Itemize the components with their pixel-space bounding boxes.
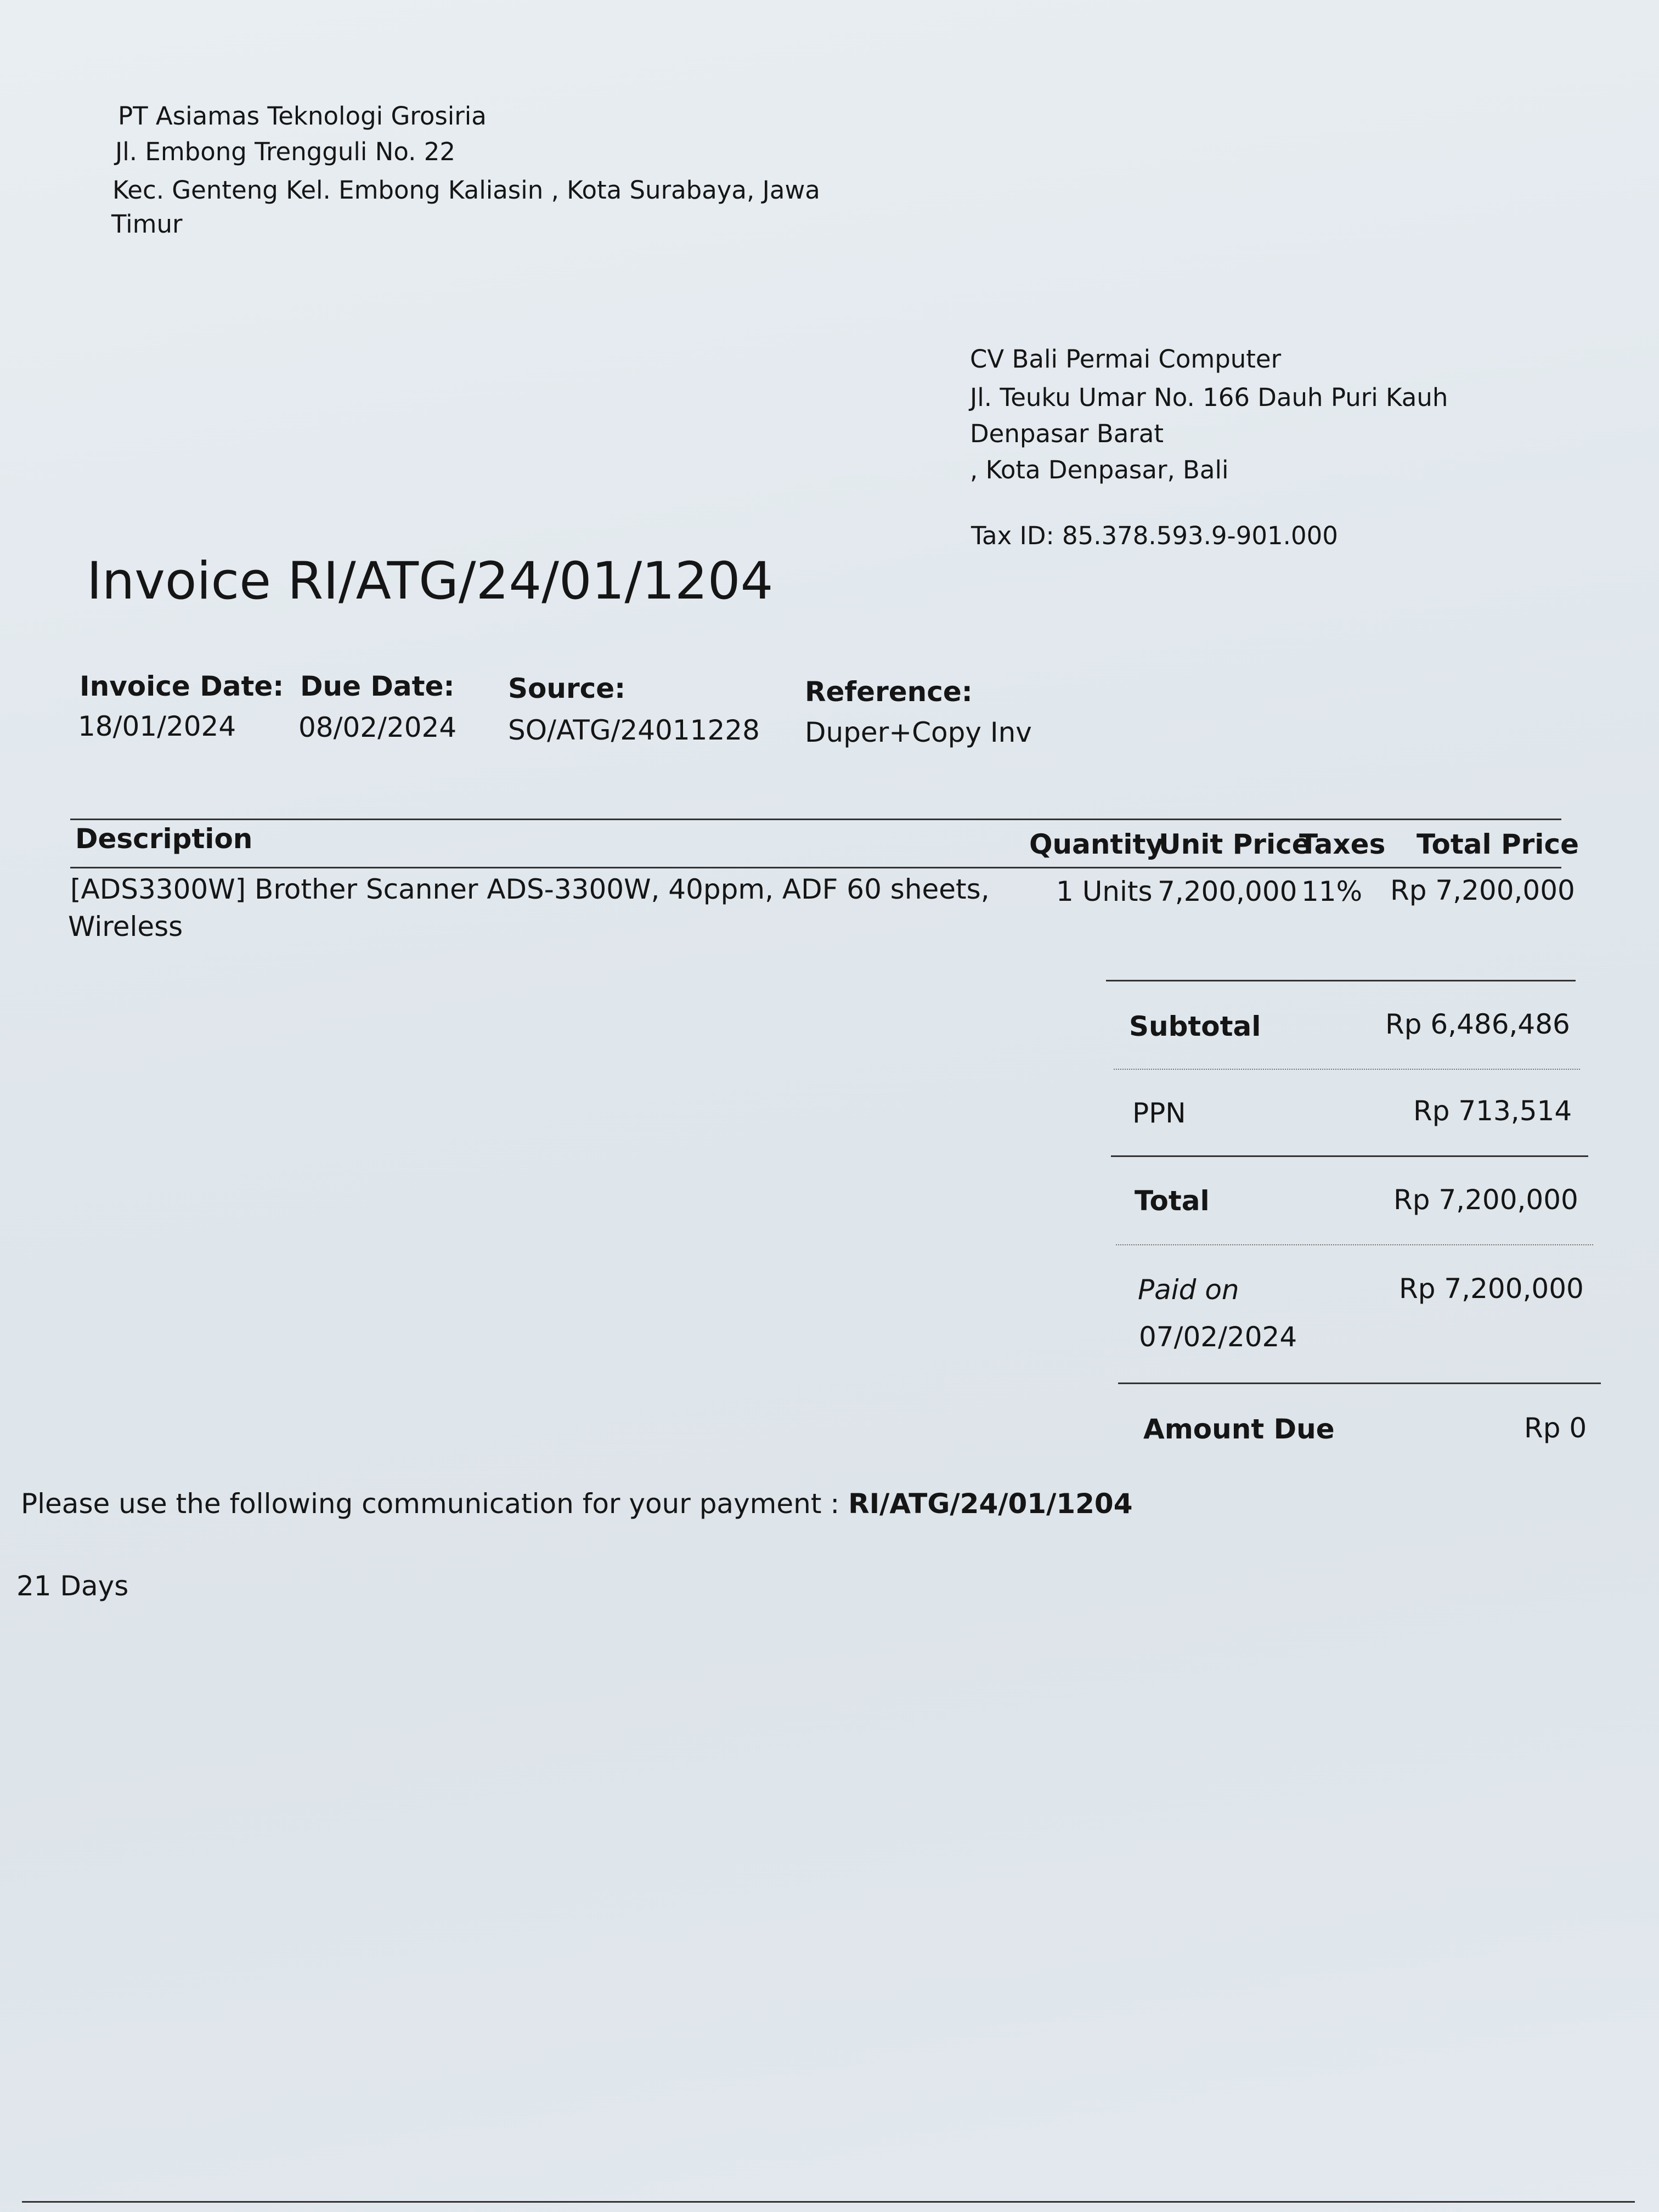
paid-on-label: Paid on [1138,1274,1239,1306]
col-header-taxes: Taxes [1299,828,1386,860]
company-address-line3: Timur [111,210,183,239]
customer-address-line1: Jl. Teuku Umar No. 166 Dauh Puri Kauh [970,383,1448,412]
row-taxes: 11% [1301,876,1363,907]
payment-terms: 21 Days [16,1570,129,1602]
reference-value: Duper+Copy Inv [805,716,1032,748]
paid-on-value: Rp 7,200,000 [1399,1273,1584,1305]
total-top-rule [1111,1155,1588,1157]
amount-due-rule [1118,1383,1601,1384]
source-value: SO/ATG/24011228 [508,714,760,746]
page-bottom-rule [22,2201,1635,2203]
amount-due-value: Rp 0 [1524,1412,1587,1444]
row-unit-price: 7,200,000 [1158,876,1297,907]
row-quantity: 1 Units [1056,876,1153,907]
payment-communication-text: Please use the following communication for your payment : [21,1488,849,1520]
payment-communication [21,1488,1133,1520]
invoice-title: Invoice RI/ATG/24/01/1204 [87,551,774,611]
company-address-line2: Kec. Genteng Kel. Embong Kaliasin , Kota Surabaya, Jawa [112,176,820,205]
customer-name: CV Bali Permai Computer [970,345,1282,374]
invoice-date-value: 18/01/2024 [78,710,236,742]
col-header-description: Description [75,823,253,855]
due-date-label: Due Date: [300,670,455,702]
company-name: PT Asiamas Teknologi Grosiria [118,101,487,131]
invoice-date-label: Invoice Date: [80,670,284,702]
table-top-rule [70,819,1561,820]
subtotal-rule [1114,1069,1580,1070]
col-header-quantity: Quantity [1029,828,1164,860]
payment-reference: RI/ATG/24/01/1204 [848,1488,1133,1520]
subtotal-label: Subtotal [1129,1011,1261,1042]
customer-tax-id: Tax ID: 85.378.593.9-901.000 [971,521,1338,550]
ppn-value: Rp 713,514 [1413,1095,1572,1127]
totals-top-rule [1106,980,1576,981]
ppn-label: PPN [1132,1097,1186,1129]
company-address-line1: Jl. Embong Trengguli No. 22 [115,137,455,166]
paid-on-date: 07/02/2024 [1139,1321,1297,1353]
total-rule [1116,1244,1593,1245]
row-description-line1: [ADS3300W] Brother Scanner ADS-3300W, 40ppm, ADF 60 sheets, [70,873,990,905]
customer-address-line2: Denpasar Barat [970,419,1164,448]
amount-due-label: Amount Due [1143,1413,1335,1445]
col-header-total-price: Total Price [1417,828,1579,860]
row-total-price: Rp 7,200,000 [1390,874,1575,906]
customer-address-line3: , Kota Denpasar, Bali [970,455,1229,484]
row-description-line2: Wireless [68,911,183,943]
due-date-value: 08/02/2024 [298,712,457,743]
table-header-rule [70,867,1561,868]
total-value: Rp 7,200,000 [1393,1184,1578,1216]
reference-label: Reference: [805,676,973,708]
source-label: Source: [508,673,626,704]
total-label: Total [1135,1185,1210,1217]
col-header-unit-price: Unit Price [1159,828,1311,860]
subtotal-value: Rp 6,486,486 [1385,1008,1570,1040]
